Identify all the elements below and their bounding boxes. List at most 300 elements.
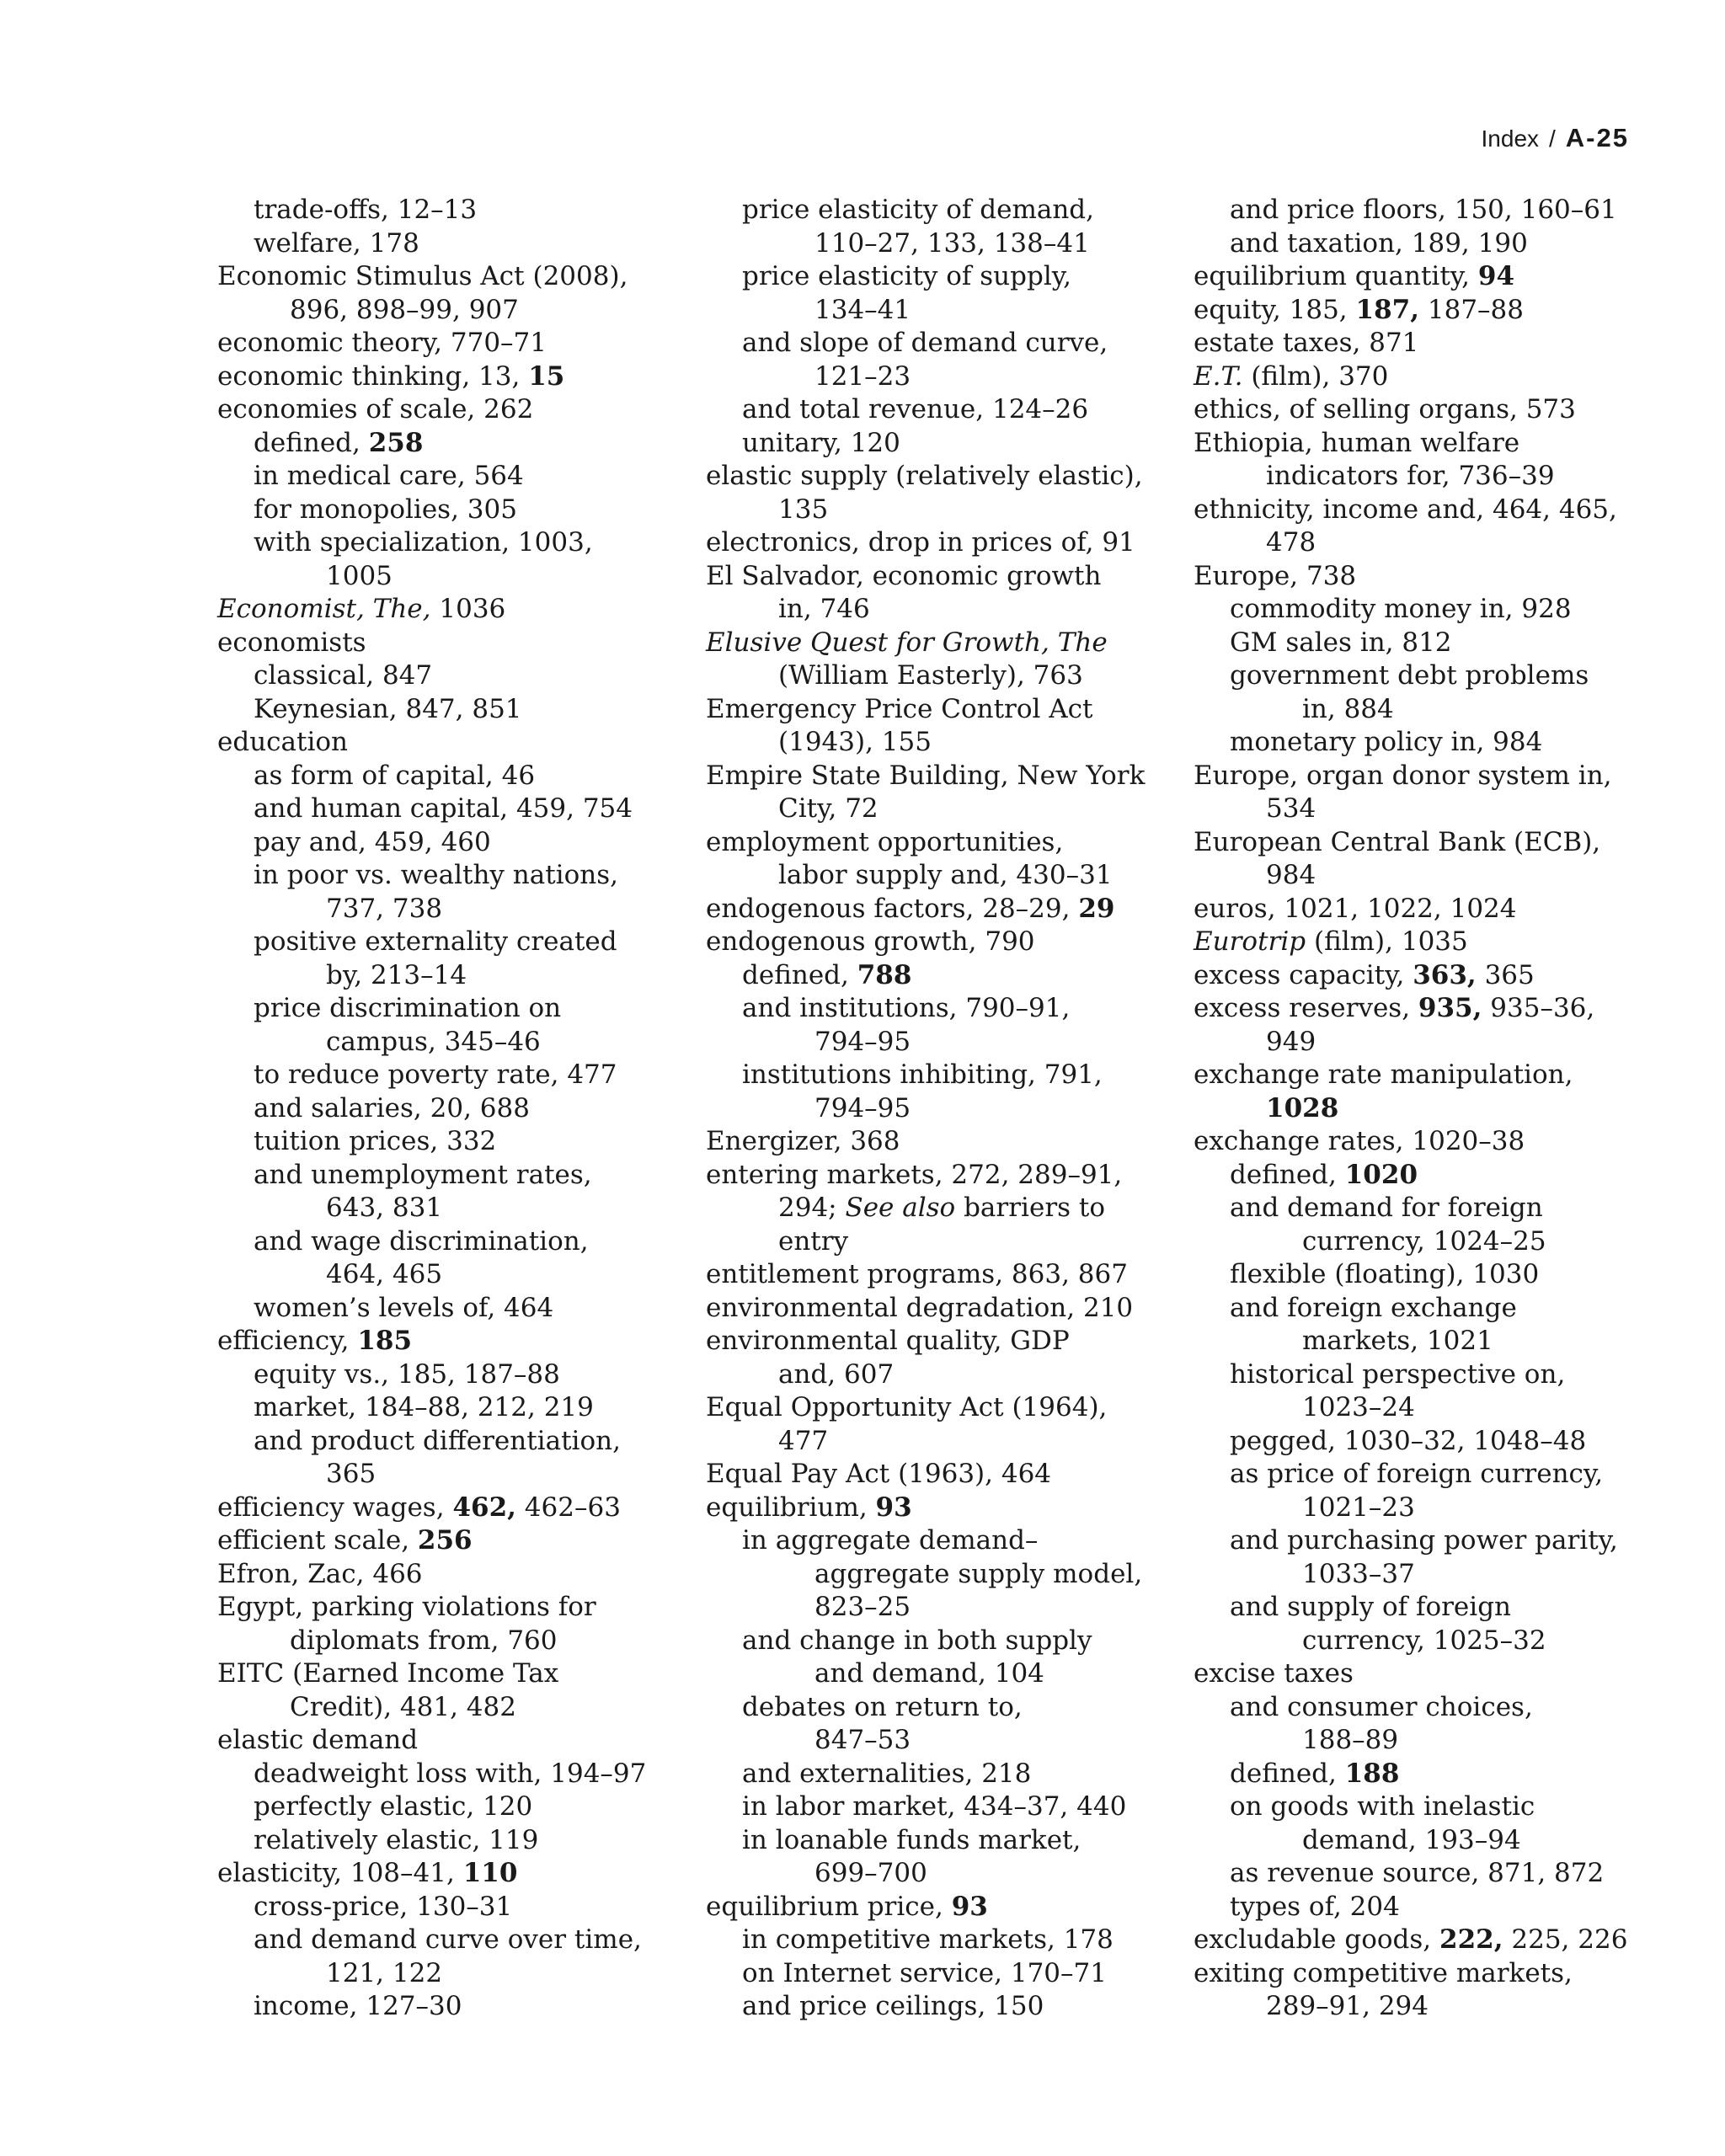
index-subentry xyxy=(1194,1691,1648,1725)
entry-text: 1023–24 xyxy=(1302,1392,1415,1422)
index-entry-continuation xyxy=(706,1192,1161,1225)
page-ref-bold: 363, xyxy=(1413,959,1477,990)
index-entry xyxy=(1194,427,1648,461)
entry-text: and, 607 xyxy=(778,1358,895,1390)
entry-text: tuition prices, 332 xyxy=(254,1126,497,1156)
index-subentry xyxy=(217,1358,672,1392)
entry-text: 121–23 xyxy=(814,360,911,392)
entry-text: excess capacity, xyxy=(1194,959,1413,990)
index-subentry xyxy=(217,1092,672,1126)
index-subentry xyxy=(217,1425,672,1459)
entry-text: 949 xyxy=(1266,1026,1316,1057)
entry-text: economies of scale, 262 xyxy=(217,394,534,424)
index-entry xyxy=(1194,992,1648,1026)
entry-text: relatively elastic, 119 xyxy=(254,1824,539,1855)
page-ref-bold: 1020 xyxy=(1344,1159,1418,1190)
index-subentry xyxy=(706,1924,1161,1957)
entry-text: EITC (Earned Income Tax xyxy=(217,1658,559,1689)
entry-text: classical, 847 xyxy=(254,660,433,691)
index-entry xyxy=(706,926,1161,959)
page-ref-bold: 110 xyxy=(462,1858,518,1888)
index-subentry xyxy=(706,1524,1161,1558)
index-subentry xyxy=(706,427,1161,461)
index-entry xyxy=(706,826,1161,860)
index-subentry xyxy=(706,1758,1161,1791)
page-ref-bold: 185 xyxy=(357,1326,413,1356)
index-subentry xyxy=(217,1758,672,1791)
entry-text: City, 72 xyxy=(778,793,879,824)
index-entry xyxy=(1194,1657,1648,1691)
entry-text: Keynesian, 847, 851 xyxy=(254,693,522,724)
index-subentry xyxy=(217,1159,672,1193)
index-subentry xyxy=(706,1824,1161,1858)
entry-text: Europe, organ donor system in, xyxy=(1194,760,1612,791)
entry-text: in labor market, 434–37, 440 xyxy=(742,1791,1127,1822)
entry-text: and human capital, 459, 754 xyxy=(254,793,633,824)
entry-text: and slope of demand curve, xyxy=(742,328,1108,358)
entry-text: 225, 226 xyxy=(1503,1924,1628,1955)
entry-text: education xyxy=(217,727,348,757)
index-entry-continuation xyxy=(217,1625,672,1658)
index-entry-continuation xyxy=(706,859,1161,893)
page-ref-bold: 258 xyxy=(368,427,424,458)
index-subentry xyxy=(1194,1458,1648,1492)
entry-text: commodity money in, 928 xyxy=(1230,594,1572,624)
index-entry-continuation xyxy=(706,726,1161,760)
entry-text: 134–41 xyxy=(814,294,911,325)
index-entry-continuation xyxy=(1194,1558,1648,1592)
header-label: Index xyxy=(1481,125,1540,152)
index-subentry xyxy=(217,1824,672,1858)
entry-text: environmental degradation, 210 xyxy=(706,1292,1134,1323)
page-ref-bold: 462, xyxy=(452,1492,516,1523)
index-entry xyxy=(1194,1125,1648,1159)
entry-text: diplomats from, 760 xyxy=(290,1625,558,1656)
entry-text: (William Easterly), 763 xyxy=(778,660,1083,691)
entry-text: labor supply and, 430–31 xyxy=(778,860,1113,890)
entry-text: 135 xyxy=(778,494,829,525)
index-subentry xyxy=(1194,593,1648,627)
entry-text: in competitive markets, 178 xyxy=(742,1924,1114,1955)
header-separator: / xyxy=(1549,125,1556,152)
entry-text: and purchasing power parity, xyxy=(1230,1525,1618,1556)
index-entry xyxy=(706,693,1161,727)
entry-text: 794–95 xyxy=(814,1092,911,1123)
entry-text: excludable goods, xyxy=(1194,1924,1439,1955)
entry-text: efficiency wages, xyxy=(217,1492,453,1523)
entry-text: in medical care, 564 xyxy=(254,461,524,491)
page-ref-bold: 93 xyxy=(875,1492,912,1523)
index-entry xyxy=(217,1558,672,1592)
entry-text: efficient scale, xyxy=(217,1525,418,1556)
page-ref-bold: 788 xyxy=(857,959,912,990)
index-subentry xyxy=(1194,1358,1648,1392)
index-column-3 xyxy=(1194,194,1648,2024)
index-subentry xyxy=(1194,1857,1648,1891)
entry-text: Efron, Zac, 466 xyxy=(217,1558,423,1589)
index-subentry xyxy=(1194,227,1648,261)
entry-text: currency, 1025–32 xyxy=(1302,1625,1546,1656)
index-entry-continuation xyxy=(1194,1990,1648,2024)
entry-text: government debt problems xyxy=(1230,660,1589,691)
index-subentry xyxy=(217,760,672,793)
entry-text: and institutions, 790–91, xyxy=(742,993,1071,1023)
index-entry xyxy=(217,1524,672,1558)
index-entry xyxy=(1194,1957,1648,1991)
index-entry-continuation xyxy=(1194,1026,1648,1059)
index-subentry xyxy=(706,393,1161,427)
index-entry xyxy=(217,260,672,294)
entry-text: entering markets, 272, 289–91, xyxy=(706,1159,1123,1190)
entry-text: defined, xyxy=(1230,1758,1345,1789)
page-ref-bold: 15 xyxy=(528,360,565,392)
entry-text: indicators for, 736–39 xyxy=(1266,461,1555,491)
index-subentry xyxy=(706,1059,1161,1092)
entry-text: aggregate supply model, xyxy=(814,1558,1143,1589)
index-entry-continuation xyxy=(217,294,672,328)
entry-text: debates on return to, xyxy=(742,1691,1023,1722)
index-subentry xyxy=(706,1790,1161,1824)
index-subentry xyxy=(217,1292,672,1326)
index-subentry xyxy=(217,427,672,461)
entry-text: excess reserves, xyxy=(1194,993,1418,1023)
index-entry-continuation xyxy=(1194,1492,1648,1525)
index-entry-continuation xyxy=(217,1192,672,1225)
entry-text: and price floors, 150, 160–61 xyxy=(1230,195,1617,225)
index-subentry xyxy=(706,1625,1161,1658)
entry-text: excise taxes xyxy=(1194,1658,1354,1689)
index-entry-continuation xyxy=(706,360,1161,394)
index-subentry xyxy=(706,260,1161,294)
entry-text: campus, 345–46 xyxy=(326,1026,541,1057)
index-entry xyxy=(706,1492,1161,1525)
page-ref-bold: 94 xyxy=(1477,261,1515,291)
entry-text: 896, 898–99, 907 xyxy=(290,294,519,325)
index-entry xyxy=(706,627,1161,660)
entry-text: environmental quality, GDP xyxy=(706,1326,1070,1356)
index-subentry xyxy=(1194,659,1648,693)
entry-text: equilibrium quantity, xyxy=(1194,261,1478,291)
index-entry xyxy=(217,360,672,394)
entry-text: and total revenue, 124–26 xyxy=(742,394,1089,424)
entry-text: Credit), 481, 482 xyxy=(290,1691,516,1722)
entry-text: economic theory, 770–71 xyxy=(217,328,547,358)
entry-text: employment opportunities, xyxy=(706,826,1064,857)
index-subentry xyxy=(217,859,672,893)
index-subentry xyxy=(1194,1258,1648,1292)
entry-text-italic: Economist, The, xyxy=(217,594,431,624)
index-entry xyxy=(706,460,1161,494)
index-entry-continuation xyxy=(706,494,1161,527)
entry-text: GM sales in, 812 xyxy=(1230,627,1452,658)
index-subentry xyxy=(1194,1891,1648,1924)
entry-text: 110–27, 133, 138–41 xyxy=(814,227,1090,259)
index-entry-continuation xyxy=(217,1691,672,1725)
index-entry-continuation xyxy=(217,959,672,993)
entry-text: 365 xyxy=(326,1459,377,1489)
index-column-2 xyxy=(706,194,1161,2024)
page-ref-bold: 93 xyxy=(951,1891,988,1922)
index-subentry xyxy=(217,194,672,227)
index-entry-continuation xyxy=(706,1558,1161,1592)
index-entry xyxy=(217,1857,672,1891)
entry-text: euros, 1021, 1022, 1024 xyxy=(1194,893,1517,924)
entry-text: and wage discrimination, xyxy=(254,1225,589,1257)
entry-text: entitlement programs, 863, 867 xyxy=(706,1259,1128,1289)
index-entry-continuation xyxy=(1194,526,1648,560)
index-entry xyxy=(706,1292,1161,1326)
entry-text: on goods with inelastic xyxy=(1230,1791,1535,1822)
index-subentry xyxy=(1194,726,1648,760)
index-entry xyxy=(1194,360,1648,394)
entry-text: Egypt, parking violations for xyxy=(217,1592,596,1622)
entry-text: equilibrium, xyxy=(706,1492,876,1523)
index-subentry xyxy=(1194,1591,1648,1625)
entry-text: and salaries, 20, 688 xyxy=(254,1092,530,1123)
entry-text: 534 xyxy=(1266,793,1316,824)
entry-text: 935–36, xyxy=(1482,993,1595,1023)
entry-text: 121, 122 xyxy=(326,1957,443,1988)
entry-text: to reduce poverty rate, 477 xyxy=(254,1059,617,1090)
entry-text: defined, xyxy=(254,427,369,458)
index-entry-continuation xyxy=(1194,792,1648,826)
entry-text: Europe, 738 xyxy=(1194,560,1357,591)
page-ref-bold: 935, xyxy=(1418,993,1482,1023)
index-entry-continuation xyxy=(1194,460,1648,494)
entry-text: currency, 1024–25 xyxy=(1302,1225,1546,1257)
index-entry xyxy=(1194,393,1648,427)
entry-text: 1033–37 xyxy=(1302,1558,1415,1589)
index-subentry xyxy=(217,227,672,261)
entry-text: 477 xyxy=(778,1425,829,1456)
index-entry-continuation xyxy=(706,792,1161,826)
entry-text: and change in both supply xyxy=(742,1625,1092,1656)
index-entry xyxy=(217,726,672,760)
entry-text: demand, 193–94 xyxy=(1302,1824,1521,1855)
index-subentry xyxy=(1194,1192,1648,1225)
entry-text: trade-offs, 12–13 xyxy=(254,195,478,225)
entry-text: Ethiopia, human welfare xyxy=(1194,427,1520,458)
entry-text: markets, 1021 xyxy=(1302,1326,1493,1356)
entry-text: price discrimination on xyxy=(254,993,562,1023)
index-subentry xyxy=(217,826,672,860)
entry-text: and taxation, 189, 190 xyxy=(1230,227,1528,259)
entry-text: positive externality created xyxy=(254,926,617,957)
entry-text: 1036 xyxy=(430,594,506,624)
index-subentry xyxy=(217,693,672,727)
entry-text: Equal Opportunity Act (1964), xyxy=(706,1392,1108,1422)
entry-text: by, 213–14 xyxy=(326,959,467,990)
entry-text: in loanable funds market, xyxy=(742,1824,1081,1855)
running-header xyxy=(1482,123,1629,153)
index-subentry xyxy=(1194,627,1648,660)
entry-text: and product differentiation, xyxy=(254,1425,621,1456)
entry-text: elastic demand xyxy=(217,1725,419,1755)
index-entry xyxy=(1194,560,1648,594)
index-subentry xyxy=(217,460,672,494)
index-entry xyxy=(706,760,1161,793)
index-subentry xyxy=(217,1059,672,1092)
index-entry xyxy=(706,1325,1161,1358)
index-entry-continuation xyxy=(706,1857,1161,1891)
index-entry-continuation xyxy=(1194,1092,1648,1126)
index-entry xyxy=(706,1258,1161,1292)
entry-text: women’s levels of, 464 xyxy=(254,1292,554,1323)
entry-text-italic: See also xyxy=(845,1193,956,1223)
index-subentry xyxy=(217,659,672,693)
entry-text: 1005 xyxy=(326,560,393,591)
entry-text: 823–25 xyxy=(814,1592,911,1622)
entry-text: and consumer choices, xyxy=(1230,1691,1533,1722)
index-subentry xyxy=(217,526,672,560)
entry-text: 294; xyxy=(778,1193,846,1223)
index-subentry xyxy=(706,327,1161,360)
entry-text: efficiency, xyxy=(217,1326,358,1356)
entry-text: 1021–23 xyxy=(1302,1492,1415,1523)
entry-text: types of, 204 xyxy=(1230,1891,1400,1922)
index-entry-continuation xyxy=(1194,1391,1648,1425)
index-subentry xyxy=(217,494,672,527)
index-subentry xyxy=(217,926,672,959)
index-subentry xyxy=(1194,194,1648,227)
entry-text: (1943), 155 xyxy=(778,727,932,757)
index-entry xyxy=(706,1125,1161,1159)
entry-text: in, 746 xyxy=(778,594,870,624)
entry-text: monetary policy in, 984 xyxy=(1230,727,1543,757)
entry-text: ethnicity, income and, 464, 465, xyxy=(1194,494,1617,525)
index-subentry xyxy=(217,1924,672,1957)
entry-text: equilibrium price, xyxy=(706,1891,952,1922)
index-subentry xyxy=(706,959,1161,993)
entry-text: price elasticity of demand, xyxy=(742,195,1094,225)
entry-text: unitary, 120 xyxy=(742,427,900,458)
index-entry xyxy=(706,1391,1161,1425)
index-subentry xyxy=(1194,1524,1648,1558)
page-ref-bold: 29 xyxy=(1078,893,1115,924)
index-entry-continuation xyxy=(1194,1225,1648,1259)
entry-text: and unemployment rates, xyxy=(254,1159,592,1190)
entry-text: as revenue source, 871, 872 xyxy=(1230,1858,1605,1888)
index-entry-continuation xyxy=(217,893,672,926)
entry-text: 699–700 xyxy=(814,1858,927,1888)
index-entry xyxy=(706,893,1161,926)
page-ref-bold: 188 xyxy=(1344,1758,1400,1789)
entry-text: 643, 831 xyxy=(326,1193,443,1223)
index-entry xyxy=(706,1891,1161,1924)
index-entry-continuation xyxy=(706,1225,1161,1259)
index-entry xyxy=(1194,294,1648,328)
index-entry-continuation xyxy=(217,1026,672,1059)
entry-text: pegged, 1030–32, 1048–48 xyxy=(1230,1425,1587,1456)
entry-text: barriers to xyxy=(955,1193,1106,1223)
entry-text: estate taxes, 871 xyxy=(1194,328,1419,358)
entry-text: flexible (floating), 1030 xyxy=(1230,1259,1540,1289)
page-ref-bold: 256 xyxy=(417,1525,473,1556)
index-entry-continuation xyxy=(706,227,1161,261)
entry-text: economic thinking, 13, xyxy=(217,360,529,392)
entry-text: and supply of foreign xyxy=(1230,1592,1512,1622)
index-subentry xyxy=(217,1990,672,2024)
entry-text: for monopolies, 305 xyxy=(254,494,517,525)
index-entry xyxy=(217,1724,672,1758)
entry-text: exchange rates, 1020–38 xyxy=(1194,1126,1525,1156)
index-entry xyxy=(1194,959,1648,993)
index-subentry xyxy=(217,1891,672,1924)
index-entry-continuation xyxy=(706,1092,1161,1126)
index-entry-continuation xyxy=(217,560,672,594)
index-subentry xyxy=(706,1990,1161,2024)
index-entry xyxy=(1194,893,1648,926)
index-entry-continuation xyxy=(706,1425,1161,1459)
index-entry xyxy=(217,393,672,427)
index-entry xyxy=(1194,826,1648,860)
index-entry-continuation xyxy=(1194,1325,1648,1358)
index-entry-continuation xyxy=(1194,693,1648,727)
entry-text: institutions inhibiting, 791, xyxy=(742,1059,1103,1090)
index-entry xyxy=(1194,494,1648,527)
entry-text: equity, 185, xyxy=(1194,294,1356,325)
entry-text: and demand, 104 xyxy=(814,1658,1044,1689)
index-column-1 xyxy=(217,194,672,2024)
entry-text: and price ceilings, 150 xyxy=(742,1991,1044,2021)
entry-text: elasticity, 108–41, xyxy=(217,1858,463,1888)
entry-text: (film), 1035 xyxy=(1306,926,1468,957)
index-subentry xyxy=(1194,1758,1648,1791)
index-subentry xyxy=(217,792,672,826)
index-entry xyxy=(1194,760,1648,793)
entry-text: welfare, 178 xyxy=(254,227,419,259)
entry-text: cross-price, 130–31 xyxy=(254,1891,513,1922)
index-entry-continuation xyxy=(706,1358,1161,1392)
entry-text: 794–95 xyxy=(814,1026,911,1057)
entry-text: 365 xyxy=(1476,959,1535,990)
entry-text: European Central Bank (ECB), xyxy=(1194,826,1601,857)
index-subentry xyxy=(217,1790,672,1824)
entry-text: El Salvador, economic growth xyxy=(706,560,1102,591)
index-entry-continuation xyxy=(706,593,1161,627)
entry-text: in, 884 xyxy=(1302,693,1394,724)
index-subentry xyxy=(217,992,672,1026)
entry-text: 462–63 xyxy=(515,1492,621,1523)
entry-text-italic: E.T. xyxy=(1194,360,1243,392)
entry-text: on Internet service, 170–71 xyxy=(742,1957,1107,1988)
entry-text: 847–53 xyxy=(814,1725,911,1755)
entry-text: income, 127–30 xyxy=(254,1991,462,2021)
entry-text: 187–88 xyxy=(1419,294,1525,325)
entry-text: defined, xyxy=(1230,1159,1345,1190)
index-subentry xyxy=(706,1691,1161,1725)
index-entry xyxy=(217,327,672,360)
index-entry-continuation xyxy=(1194,1625,1648,1658)
entry-text: equity vs., 185, 187–88 xyxy=(254,1358,560,1390)
index-entry xyxy=(217,1591,672,1625)
entry-text: elastic supply (relatively elastic), xyxy=(706,461,1143,491)
entry-text: defined, xyxy=(742,959,857,990)
entry-text: 984 xyxy=(1266,860,1316,890)
index-entry xyxy=(1194,327,1648,360)
index-entry-continuation xyxy=(706,1591,1161,1625)
entry-text: endogenous growth, 790 xyxy=(706,926,1035,957)
entry-text: with specialization, 1003, xyxy=(254,527,593,558)
page-ref-bold: 187, xyxy=(1355,294,1420,325)
entry-text: as price of foreign currency, xyxy=(1230,1459,1604,1489)
entry-text: exchange rate manipulation, xyxy=(1194,1059,1573,1090)
page-number: A-25 xyxy=(1565,123,1629,152)
index-entry xyxy=(217,1492,672,1525)
index-entry-continuation xyxy=(706,1026,1161,1059)
index-entry xyxy=(1194,926,1648,959)
entry-text: as form of capital, 46 xyxy=(254,760,536,791)
